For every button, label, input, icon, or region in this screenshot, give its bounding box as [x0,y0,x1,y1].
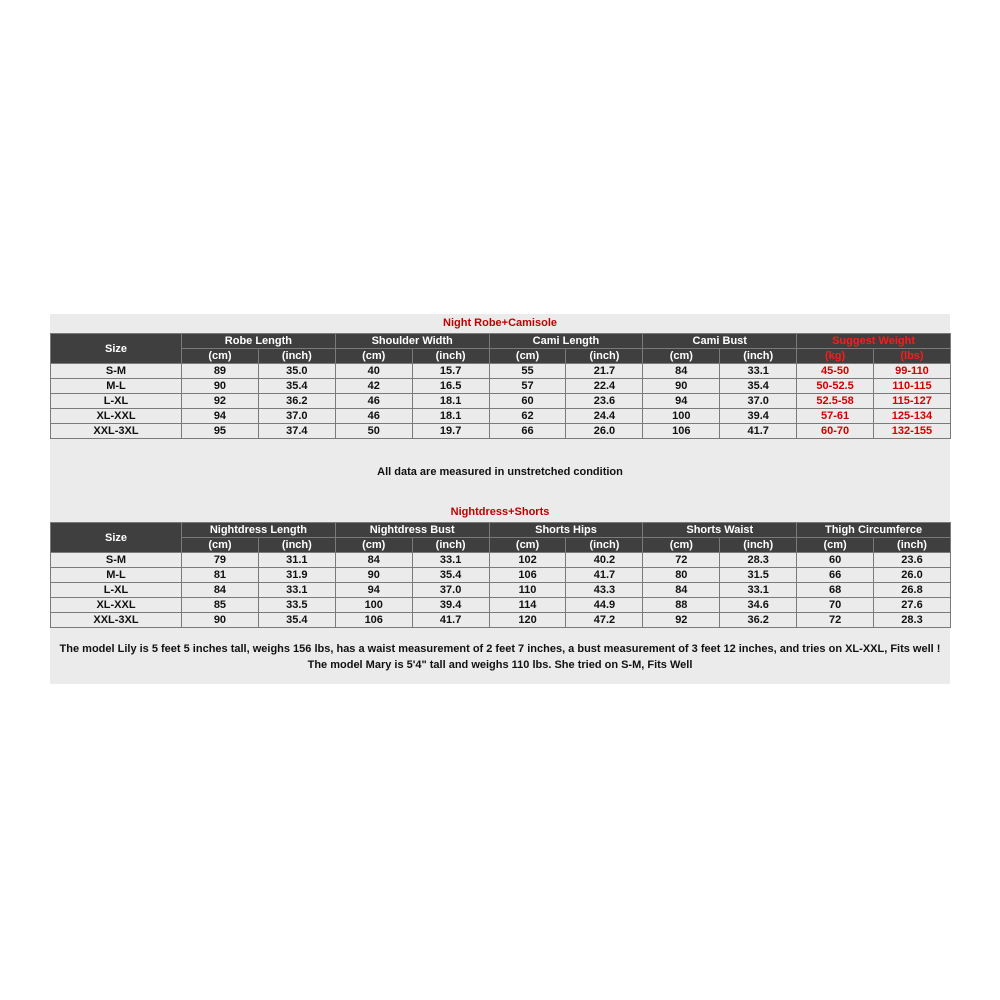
measurement-cell: 52.5-58 [797,394,874,409]
measurement-cell: 16.5 [412,379,489,394]
measurement-cell: 106 [643,424,720,439]
measurement-cell: 26.8 [874,583,951,598]
measurement-cell: 106 [335,613,412,628]
table-row [51,379,951,394]
measurement-notice: All data are measured in unstretched condition [377,466,623,478]
column-group-header: Shorts Waist [643,523,797,538]
measurement-cell: 84 [643,364,720,379]
measurement-cell: 28.3 [720,553,797,568]
measurement-cell: 44.9 [566,598,643,613]
column-group-header: Thigh Circumferce [797,523,951,538]
measurement-cell: 35.4 [258,379,335,394]
measurement-cell: 80 [643,568,720,583]
measurement-cell: 94 [182,409,259,424]
size-column-header: Size [51,334,182,364]
unit-header: (inch) [258,349,335,364]
unit-header: (inch) [412,538,489,553]
column-group-header: Nightdress Bust [335,523,489,538]
column-group-header: Nightdress Length [182,523,336,538]
measurement-cell: 37.4 [258,424,335,439]
size-cell: L-XL [51,394,182,409]
measurement-cell: 36.2 [720,613,797,628]
measurement-cell: 72 [643,553,720,568]
measurement-cell: 31.5 [720,568,797,583]
size-chart-sheet [50,314,950,684]
measurement-cell: 33.5 [258,598,335,613]
unit-header: (cm) [643,538,720,553]
measurement-cell: 68 [797,583,874,598]
unit-header: (cm) [335,349,412,364]
table1-title: Night Robe+Camisole [443,317,557,329]
size-cell: XL-XXL [51,598,182,613]
measurement-cell: 47.2 [566,613,643,628]
table-row [51,553,951,568]
measurement-cell: 88 [643,598,720,613]
measurement-cell: 79 [182,553,259,568]
table-body [51,553,951,628]
unit-header: (cm) [797,538,874,553]
unit-header: (cm) [182,349,259,364]
model-note-lily: The model Lily is 5 feet 5 inches tall, weighs 156 lbs, has a waist measurement of 2 feet 7 inches, a bust measurement of 3 feet 12 inches, and tries on XL-XXL, Fits well ! [59,643,941,655]
column-group-header: Cami Bust [643,334,797,349]
measurement-cell: 90 [643,379,720,394]
size-cell: L-XL [51,583,182,598]
measurement-cell: 85 [182,598,259,613]
measurement-cell: 18.1 [412,394,489,409]
measurement-cell: 45-50 [797,364,874,379]
table-row [51,364,951,379]
size-cell: XXL-3XL [51,613,182,628]
measurement-cell: 37.0 [258,409,335,424]
unit-header: (lbs) [874,349,951,364]
measurement-cell: 60 [797,553,874,568]
measurement-cell: 84 [335,553,412,568]
measurement-cell: 106 [489,568,566,583]
measurement-cell: 34.6 [720,598,797,613]
measurement-cell: 115-127 [874,394,951,409]
table-body [51,364,951,439]
measurement-cell: 41.7 [412,613,489,628]
measurement-cell: 102 [489,553,566,568]
size-cell: M-L [51,379,182,394]
measurement-cell: 35.0 [258,364,335,379]
measurement-cell: 31.1 [258,553,335,568]
measurement-cell: 110-115 [874,379,951,394]
table-row [51,583,951,598]
unit-header-row [51,538,951,553]
measurement-cell: 28.3 [874,613,951,628]
table-row [51,409,951,424]
unit-header: (cm) [489,538,566,553]
measurement-cell: 33.1 [720,583,797,598]
measurement-cell: 26.0 [874,568,951,583]
measurement-cell: 110 [489,583,566,598]
measurement-cell: 18.1 [412,409,489,424]
unit-header-row [51,349,951,364]
measurement-cell: 70 [797,598,874,613]
table-row [51,598,951,613]
unit-header: (cm) [489,349,566,364]
column-group-header: Suggest Weight [797,334,951,349]
measurement-cell: 50 [335,424,412,439]
measurement-cell: 99-110 [874,364,951,379]
measurement-cell: 66 [489,424,566,439]
measurement-cell: 81 [182,568,259,583]
measurement-cell: 90 [182,613,259,628]
unit-header: (inch) [566,349,643,364]
measurement-cell: 21.7 [566,364,643,379]
unit-header: (inch) [874,538,951,553]
measurement-cell: 46 [335,409,412,424]
measurement-cell: 125-134 [874,409,951,424]
unit-header: (cm) [643,349,720,364]
column-group-header: Cami Length [489,334,643,349]
size-table-nightdress-shorts [50,522,951,628]
table2-title: Nightdress+Shorts [450,506,550,518]
measurement-cell: 94 [335,583,412,598]
measurement-cell: 60 [489,394,566,409]
column-group-header: Shorts Hips [489,523,643,538]
measurement-cell: 132-155 [874,424,951,439]
measurement-cell: 57 [489,379,566,394]
measurement-cell: 66 [797,568,874,583]
column-group-header: Robe Length [182,334,336,349]
measurement-cell: 60-70 [797,424,874,439]
measurement-cell: 90 [182,379,259,394]
measurement-cell: 35.4 [720,379,797,394]
measurement-cell: 120 [489,613,566,628]
unit-header: (kg) [797,349,874,364]
size-column-header: Size [51,523,182,553]
measurement-cell: 62 [489,409,566,424]
measurement-cell: 33.1 [412,553,489,568]
measurement-cell: 114 [489,598,566,613]
measurement-cell: 37.0 [412,583,489,598]
table-header-row [51,334,951,349]
measurement-cell: 37.0 [720,394,797,409]
table-row [51,568,951,583]
measurement-cell: 33.1 [258,583,335,598]
measurement-cell: 50-52.5 [797,379,874,394]
measurement-cell: 35.4 [258,613,335,628]
measurement-cell: 46 [335,394,412,409]
measurement-cell: 43.3 [566,583,643,598]
measurement-cell: 39.4 [412,598,489,613]
size-cell: M-L [51,568,182,583]
measurement-cell: 35.4 [412,568,489,583]
measurement-cell: 22.4 [566,379,643,394]
measurement-cell: 92 [182,394,259,409]
table-header-row [51,523,951,538]
size-cell: S-M [51,364,182,379]
measurement-cell: 57-61 [797,409,874,424]
size-table-robe-camisole [50,333,951,439]
measurement-cell: 95 [182,424,259,439]
unit-header: (cm) [335,538,412,553]
model-note-mary: The model Mary is 5'4" tall and weighs 110 lbs. She tried on S-M, Fits Well [307,659,693,671]
unit-header: (inch) [412,349,489,364]
measurement-cell: 31.9 [258,568,335,583]
measurement-cell: 24.4 [566,409,643,424]
table-row [51,394,951,409]
measurement-cell: 27.6 [874,598,951,613]
measurement-cell: 42 [335,379,412,394]
unit-header: (inch) [566,538,643,553]
measurement-cell: 92 [643,613,720,628]
measurement-cell: 84 [182,583,259,598]
measurement-cell: 84 [643,583,720,598]
measurement-cell: 33.1 [720,364,797,379]
measurement-cell: 23.6 [874,553,951,568]
measurement-cell: 100 [335,598,412,613]
measurement-cell: 40 [335,364,412,379]
measurement-cell: 41.7 [720,424,797,439]
measurement-cell: 19.7 [412,424,489,439]
measurement-cell: 40.2 [566,553,643,568]
measurement-cell: 72 [797,613,874,628]
size-cell: XXL-3XL [51,424,182,439]
measurement-cell: 94 [643,394,720,409]
size-cell: XL-XXL [51,409,182,424]
measurement-cell: 90 [335,568,412,583]
table-row [51,424,951,439]
unit-header: (inch) [258,538,335,553]
measurement-cell: 41.7 [566,568,643,583]
measurement-cell: 15.7 [412,364,489,379]
table-row [51,613,951,628]
measurement-cell: 100 [643,409,720,424]
unit-header: (inch) [720,538,797,553]
measurement-cell: 26.0 [566,424,643,439]
measurement-cell: 23.6 [566,394,643,409]
unit-header: (cm) [182,538,259,553]
size-cell: S-M [51,553,182,568]
measurement-cell: 89 [182,364,259,379]
measurement-cell: 55 [489,364,566,379]
measurement-cell: 36.2 [258,394,335,409]
column-group-header: Shoulder Width [335,334,489,349]
measurement-cell: 39.4 [720,409,797,424]
unit-header: (inch) [720,349,797,364]
